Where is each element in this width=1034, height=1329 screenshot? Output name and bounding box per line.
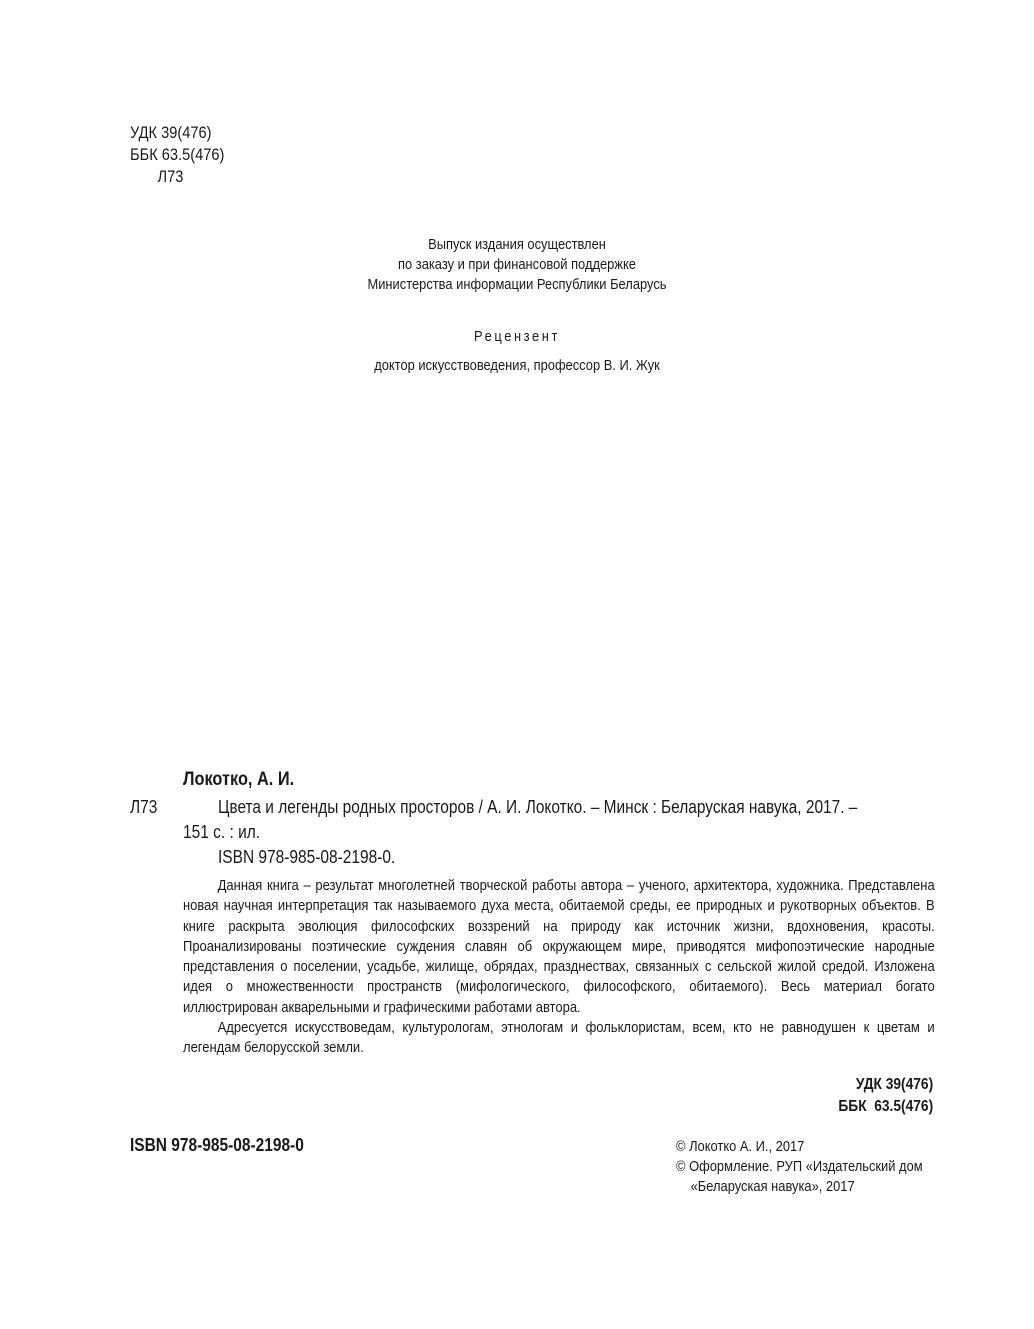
catalog-mark: Л73 bbox=[130, 797, 158, 817]
catalog-pages: 151 с. : ил. bbox=[183, 822, 261, 842]
annotation-paragraph: Данная книга – результат многолетней творческой работы автора – ученого, архитектора, художника. Представлена новая научная интерпретация так называемого духа места, обитаемой среды, ее природных и рукотворных объектов. В книге раскрыта эволюция философских воззрений на природу как источник жизни, вдохновения, красоты. Проанализированы поэтические суждения славян об окружающем мире, приводятся мифопоэтические народные представления о поселении, усадьбе, жилище, обрядах, празднествах, связанных с сельской жилой средой. Изложена идея о множественности пространств (мифологического, философского, обитаемого). Весь материал богато иллюстрирован акварельными и графическими работами автора. bbox=[183, 877, 935, 1016]
footer-classification bbox=[838, 1074, 933, 1118]
reviewer-heading bbox=[0, 327, 1034, 347]
udk-code: УДК 39(476) bbox=[130, 123, 212, 142]
reviewer-heading-text: Рецензент bbox=[474, 328, 560, 345]
publication-note bbox=[0, 235, 1034, 295]
copyright-line: © Оформление. РУП «Издательский дом bbox=[676, 1158, 923, 1175]
reviewer-name bbox=[0, 356, 1034, 376]
copyright-line: «Беларуская навука», 2017 bbox=[690, 1178, 855, 1195]
annotation bbox=[183, 876, 935, 1059]
classification-codes bbox=[130, 122, 224, 188]
footer-udk: УДК 39(476) bbox=[855, 1076, 933, 1093]
footer-bbk: ББК 63.5(476) bbox=[838, 1098, 933, 1115]
copyright-line: © Локотко А. И., 2017 bbox=[676, 1138, 805, 1155]
catalog-title: Цвета и легенды родных просторов / А. И. Локотко. – Минск : Беларуская навука, 2017. – bbox=[218, 797, 858, 817]
publication-note-line: по заказу и при финансовой поддержке bbox=[398, 256, 636, 273]
reviewer-name-text: доктор искусствоведения, профессор В. И. Жук bbox=[374, 357, 660, 374]
catalog-author: Локотко, А. И. bbox=[183, 769, 295, 790]
author-mark: Л73 bbox=[157, 167, 184, 186]
footer-isbn: ISBN 978-985-08-2198-0 bbox=[130, 1135, 304, 1155]
publication-note-line: Министерства информации Республики Беларусь bbox=[367, 276, 667, 293]
publication-note-line: Выпуск издания осуществлен bbox=[428, 236, 606, 253]
catalog-isbn: ISBN 978-985-08-2198-0. bbox=[218, 847, 396, 867]
annotation-paragraph: Адресуется искусствоведам, культурологам, этнологам и фольклористам, всем, кто не равнодушен к цветам и легендам белорусской земли. bbox=[183, 1019, 935, 1057]
copyright-block bbox=[676, 1137, 923, 1197]
bbk-code: ББК 63.5(476) bbox=[130, 145, 225, 164]
